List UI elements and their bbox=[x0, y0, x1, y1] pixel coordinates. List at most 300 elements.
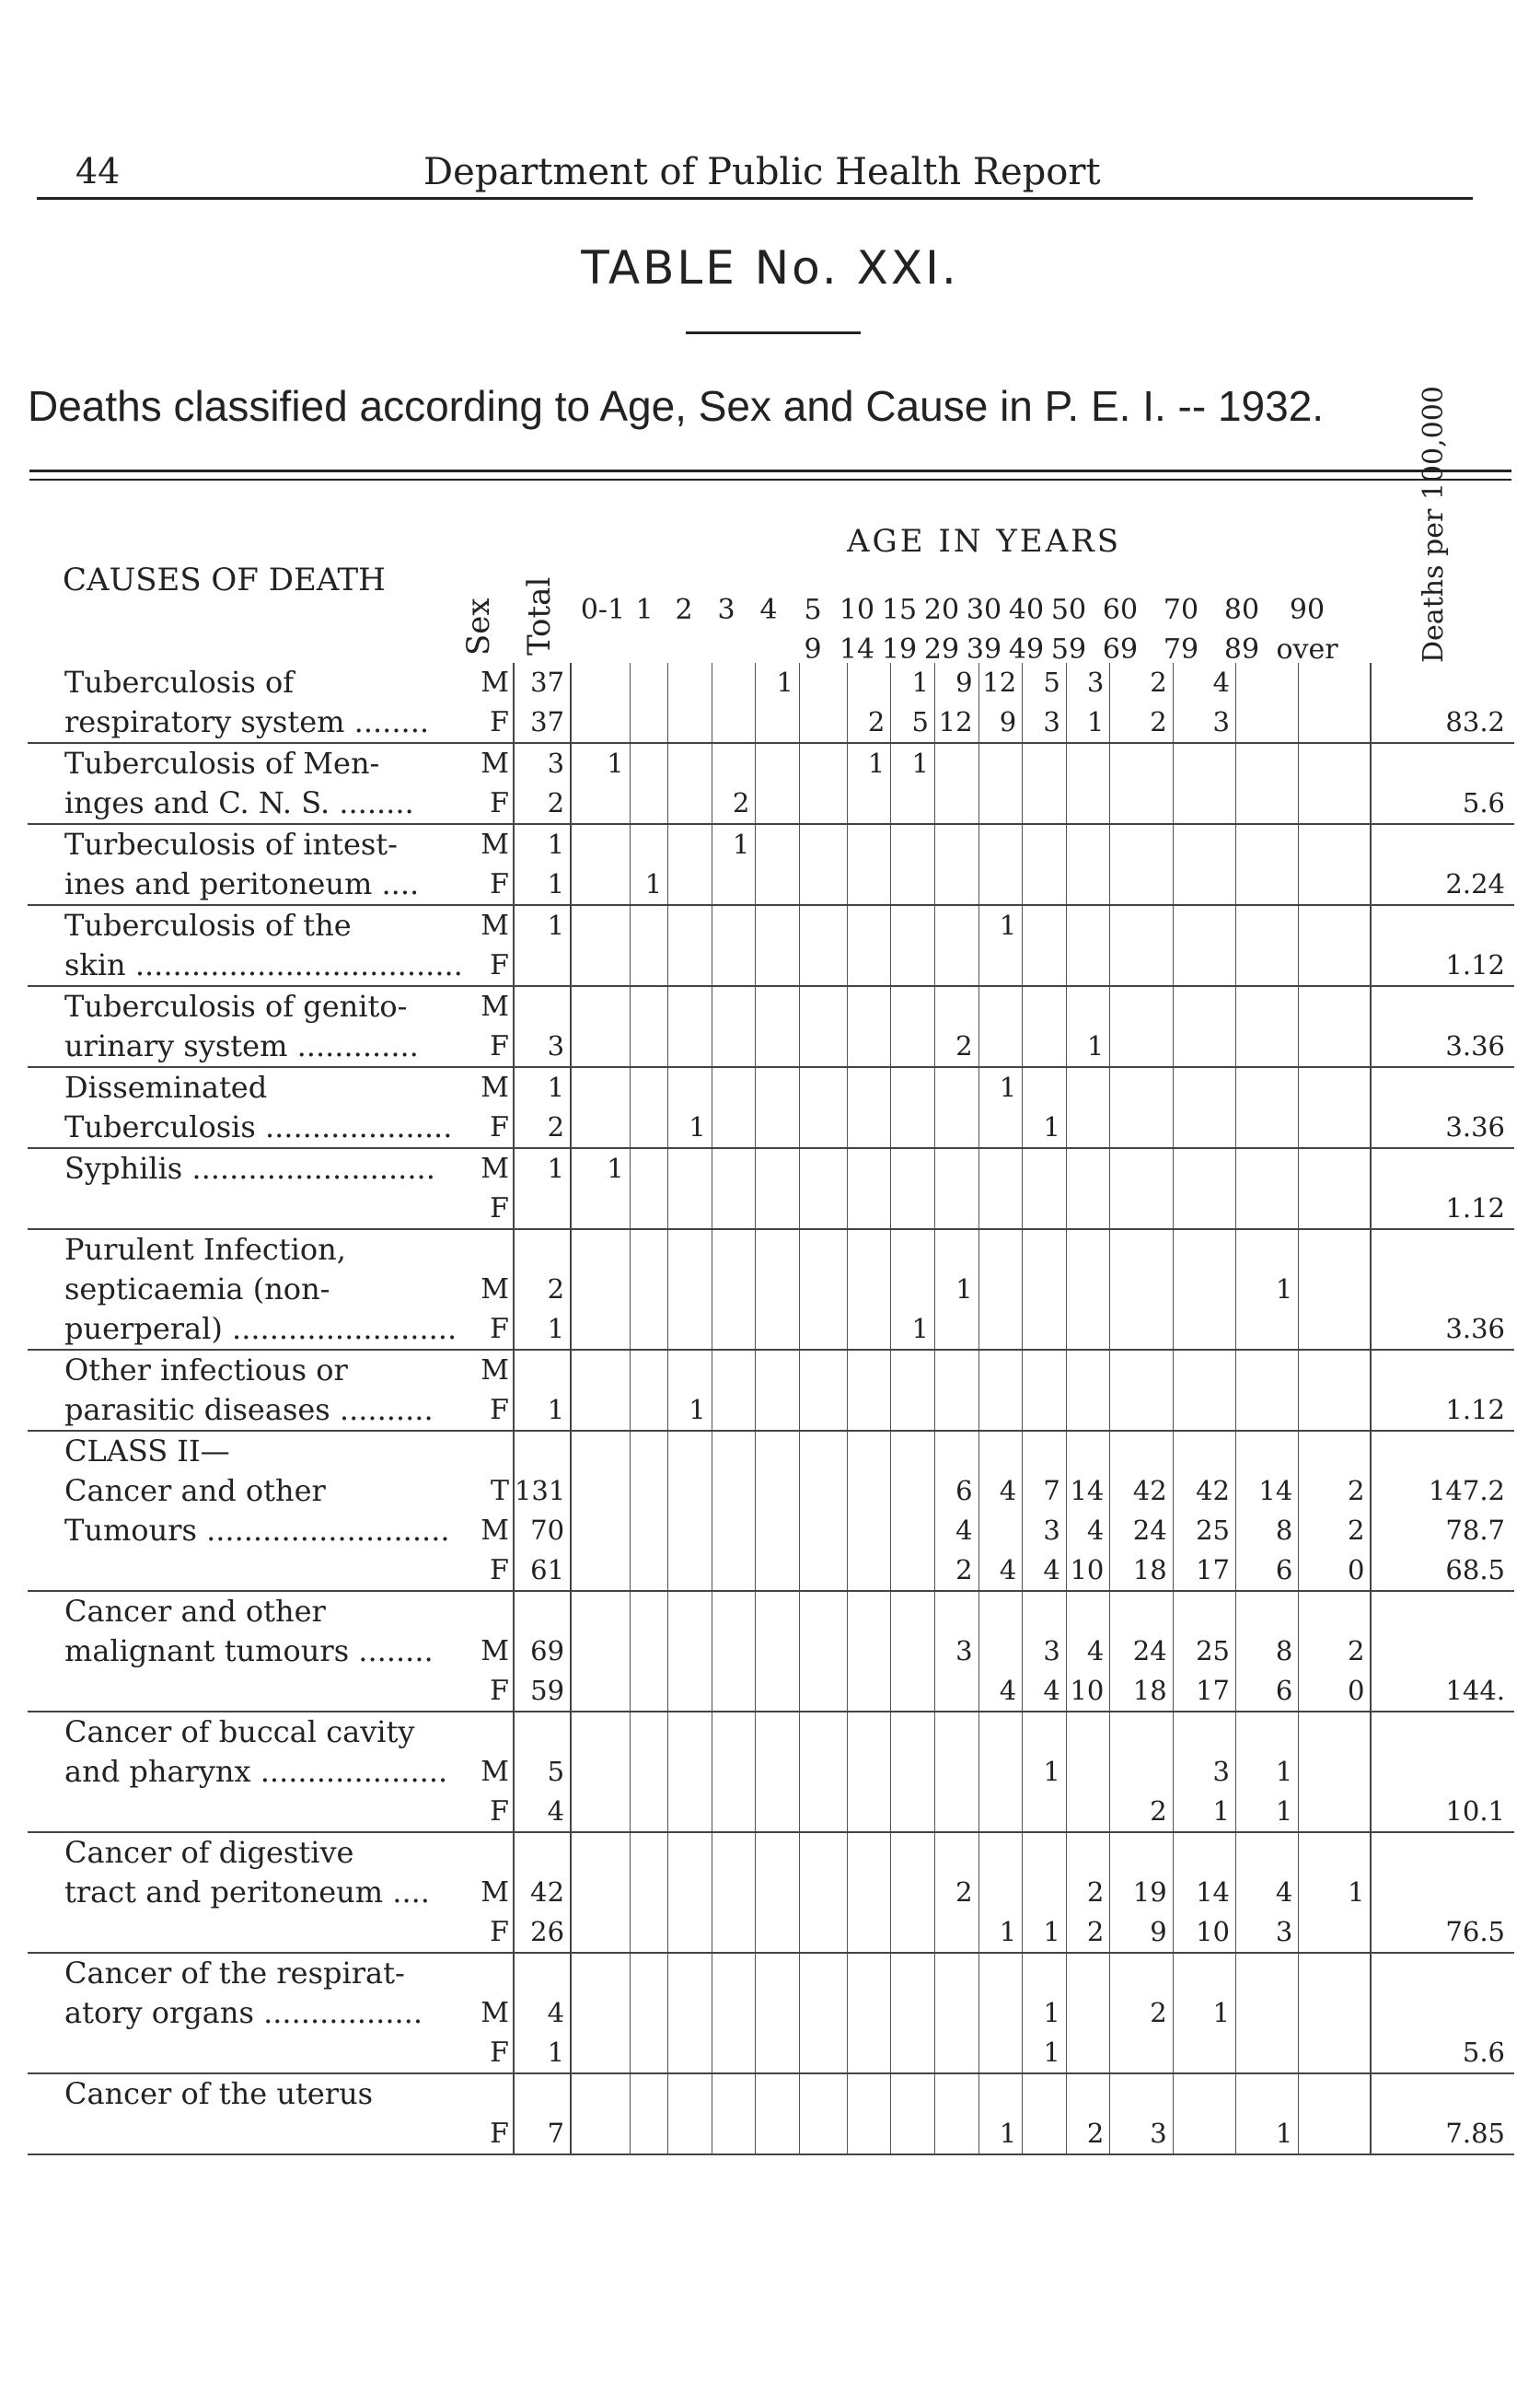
rate-cell: 5.6 bbox=[1371, 784, 1514, 824]
age-cell bbox=[847, 1511, 891, 1550]
cause-label: Tuberculosis of the bbox=[64, 908, 352, 943]
age-cell bbox=[1236, 2033, 1299, 2073]
age-cell bbox=[978, 1832, 1023, 1873]
age-cell bbox=[891, 865, 935, 905]
age-cell bbox=[847, 1390, 891, 1431]
age-cell: 3 bbox=[934, 1631, 978, 1671]
table-row bbox=[28, 1953, 1514, 1993]
cause-label bbox=[28, 2033, 466, 2073]
age-cell bbox=[756, 1067, 800, 1108]
cause-label: Tumours .......................... bbox=[64, 1513, 450, 1548]
spacer bbox=[571, 1431, 582, 1471]
cause-label: urinary system ............. bbox=[64, 1028, 419, 1063]
age-cell bbox=[1023, 986, 1067, 1027]
table-row bbox=[28, 1550, 1514, 1591]
total-cell bbox=[514, 1189, 571, 1229]
sex-cell: M bbox=[466, 1993, 514, 2033]
age-cell bbox=[1110, 1752, 1173, 1792]
age-cell bbox=[630, 1953, 667, 1993]
spacer bbox=[571, 1792, 582, 1832]
age-cell bbox=[891, 1712, 935, 1752]
rate-cell bbox=[1371, 1229, 1514, 1270]
total-cell: 70 bbox=[514, 1511, 571, 1550]
sex-cell: M bbox=[466, 905, 514, 946]
age-cell bbox=[712, 946, 756, 986]
rate-cell bbox=[1371, 1148, 1514, 1189]
age-cell bbox=[712, 1631, 756, 1671]
age-cell: 1 bbox=[1299, 1873, 1372, 1912]
age-cell bbox=[1236, 1229, 1299, 1270]
table-row bbox=[28, 1471, 1514, 1511]
cause-label bbox=[28, 1912, 466, 1953]
age-cell bbox=[1299, 905, 1372, 946]
age-cell bbox=[1173, 2114, 1235, 2154]
age-cell bbox=[668, 1471, 712, 1511]
table-row bbox=[28, 1189, 1514, 1229]
age-cell bbox=[1066, 1431, 1110, 1471]
age-header: AGE IN YEARS bbox=[847, 523, 1122, 560]
sex-cell: F bbox=[466, 1912, 514, 1953]
age-cell bbox=[891, 1792, 935, 1832]
age-cell: 9 bbox=[1110, 1912, 1173, 1953]
rate-cell bbox=[1371, 824, 1514, 865]
age-cell bbox=[668, 1511, 712, 1550]
sex-cell bbox=[466, 1832, 514, 1873]
age-cell bbox=[799, 946, 847, 986]
cause-label: tract and peritoneum .... bbox=[64, 1875, 430, 1910]
table-row bbox=[28, 1631, 1514, 1671]
age-cell bbox=[1299, 1027, 1372, 1067]
age-cell bbox=[630, 1832, 667, 1873]
spacer bbox=[571, 1712, 582, 1752]
age-cell: 24 bbox=[1110, 1631, 1173, 1671]
age-cell bbox=[668, 946, 712, 986]
age-cell bbox=[847, 865, 891, 905]
age-cell bbox=[582, 2033, 630, 2073]
age-cell bbox=[582, 1309, 630, 1350]
age-cell bbox=[1023, 2073, 1067, 2114]
table-row bbox=[28, 905, 1514, 946]
age-cell bbox=[1236, 1350, 1299, 1390]
age-cell bbox=[1023, 1591, 1067, 1631]
age-cell bbox=[1299, 865, 1372, 905]
age-cell bbox=[582, 702, 630, 743]
age-cell bbox=[1173, 743, 1235, 784]
age-cell: 0 bbox=[1299, 1671, 1372, 1712]
age-cell bbox=[1236, 2073, 1299, 2114]
age-cell bbox=[630, 905, 667, 946]
age-cell: 4 bbox=[1066, 1511, 1110, 1550]
age-cell bbox=[1023, 905, 1067, 946]
age-cell bbox=[799, 702, 847, 743]
spacer bbox=[571, 2033, 582, 2073]
age-cell bbox=[799, 1912, 847, 1953]
age-cell bbox=[1066, 1067, 1110, 1108]
age-cell bbox=[847, 1712, 891, 1752]
age-cell bbox=[799, 1189, 847, 1229]
age-cell bbox=[978, 1350, 1023, 1390]
spacer bbox=[571, 784, 582, 824]
age-band-upper-7: 19 bbox=[881, 633, 918, 666]
age-cell bbox=[847, 1752, 891, 1792]
rate-cell bbox=[1371, 986, 1514, 1027]
age-cell bbox=[1023, 1309, 1067, 1350]
age-cell bbox=[668, 1752, 712, 1792]
age-band-2: 2 bbox=[675, 594, 693, 626]
age-cell bbox=[934, 1993, 978, 2033]
spacer bbox=[571, 663, 582, 702]
age-cell: 1 bbox=[712, 824, 756, 865]
rate-cell bbox=[1371, 663, 1514, 702]
total-cell bbox=[514, 1229, 571, 1270]
age-cell bbox=[934, 1431, 978, 1471]
age-cell bbox=[1299, 1148, 1372, 1189]
age-cell bbox=[712, 2114, 756, 2154]
age-cell bbox=[1236, 663, 1299, 702]
cause-label: ines and peritoneum .... bbox=[64, 866, 420, 901]
age-cell bbox=[891, 1067, 935, 1108]
age-cell bbox=[847, 1309, 891, 1350]
age-band-upper-13: 79 bbox=[1163, 633, 1199, 666]
age-cell bbox=[1023, 1390, 1067, 1431]
sex-header: Sex bbox=[460, 598, 497, 656]
sex-cell: F bbox=[466, 2114, 514, 2154]
rate-cell: 5.6 bbox=[1371, 2033, 1514, 2073]
total-cell: 61 bbox=[514, 1550, 571, 1591]
age-cell: 2 bbox=[1299, 1631, 1372, 1671]
age-cell: 4 bbox=[934, 1511, 978, 1550]
sex-cell: F bbox=[466, 1309, 514, 1350]
age-cell: 2 bbox=[712, 784, 756, 824]
age-cell bbox=[630, 1511, 667, 1550]
age-cell: 1 bbox=[1236, 1752, 1299, 1792]
age-cell: 3 bbox=[1110, 2114, 1173, 2154]
age-cell bbox=[1023, 1953, 1067, 1993]
age-cell bbox=[1066, 1229, 1110, 1270]
age-cell bbox=[668, 986, 712, 1027]
spacer bbox=[571, 1591, 582, 1631]
sex-cell bbox=[466, 1953, 514, 1993]
total-cell bbox=[514, 946, 571, 986]
age-cell: 2 bbox=[1066, 1912, 1110, 1953]
age-cell bbox=[934, 1309, 978, 1350]
age-cell: 1 bbox=[978, 905, 1023, 946]
age-cell bbox=[1173, 1712, 1235, 1752]
age-cell bbox=[1236, 824, 1299, 865]
age-cell bbox=[847, 1471, 891, 1511]
age-cell bbox=[756, 1309, 800, 1350]
age-cell: 3 bbox=[1173, 702, 1235, 743]
sex-cell bbox=[466, 1229, 514, 1270]
age-cell: 1 bbox=[978, 1912, 1023, 1953]
age-cell bbox=[978, 1712, 1023, 1752]
age-cell bbox=[1236, 1591, 1299, 1631]
age-cell bbox=[978, 784, 1023, 824]
age-cell bbox=[799, 865, 847, 905]
age-cell: 1 bbox=[891, 663, 935, 702]
age-cell bbox=[756, 1792, 800, 1832]
age-cell bbox=[847, 1229, 891, 1270]
age-cell bbox=[582, 1631, 630, 1671]
age-cell bbox=[891, 1390, 935, 1431]
age-cell: 1 bbox=[582, 1148, 630, 1189]
age-cell bbox=[934, 986, 978, 1027]
age-cell: 1 bbox=[1023, 1752, 1067, 1792]
age-cell bbox=[630, 1027, 667, 1067]
age-cell bbox=[978, 743, 1023, 784]
spacer bbox=[571, 1189, 582, 1229]
age-cell bbox=[1110, 824, 1173, 865]
age-cell: 1 bbox=[1023, 2033, 1067, 2073]
age-cell bbox=[1299, 1350, 1372, 1390]
age-cell bbox=[668, 702, 712, 743]
rate-cell: 2.24 bbox=[1371, 865, 1514, 905]
age-cell: 1 bbox=[934, 1270, 978, 1309]
age-cell bbox=[712, 865, 756, 905]
age-cell bbox=[1066, 2073, 1110, 2114]
total-cell bbox=[514, 2073, 571, 2114]
cause-label: Tuberculosis .................... bbox=[64, 1109, 453, 1144]
spacer bbox=[571, 1752, 582, 1792]
age-cell bbox=[630, 1390, 667, 1431]
age-cell bbox=[582, 946, 630, 986]
age-cell: 10 bbox=[1066, 1671, 1110, 1712]
age-cell bbox=[799, 1471, 847, 1511]
age-cell bbox=[582, 2073, 630, 2114]
table-row bbox=[28, 1993, 1514, 2033]
age-cell bbox=[978, 1873, 1023, 1912]
table-row bbox=[28, 986, 1514, 1027]
age-cell bbox=[756, 1108, 800, 1148]
age-cell bbox=[712, 2033, 756, 2073]
age-band-upper-5: 9 bbox=[804, 633, 822, 666]
spacer bbox=[571, 824, 582, 865]
table-row bbox=[28, 702, 1514, 743]
total-cell: 37 bbox=[514, 663, 571, 702]
age-cell: 1 bbox=[891, 743, 935, 784]
spacer bbox=[571, 1471, 582, 1511]
age-cell bbox=[712, 1671, 756, 1712]
age-cell bbox=[1299, 1229, 1372, 1270]
age-cell bbox=[668, 1148, 712, 1189]
age-cell bbox=[934, 1148, 978, 1189]
age-cell bbox=[799, 1832, 847, 1873]
age-cell bbox=[630, 784, 667, 824]
age-cell bbox=[1173, 1390, 1235, 1431]
table-row bbox=[28, 1027, 1514, 1067]
age-cell bbox=[668, 1832, 712, 1873]
rate-cell: 3.36 bbox=[1371, 1108, 1514, 1148]
age-cell: 42 bbox=[1173, 1471, 1235, 1511]
age-cell bbox=[891, 986, 935, 1027]
age-cell: 18 bbox=[1110, 1671, 1173, 1712]
age-cell bbox=[978, 986, 1023, 1027]
cause-label: Purulent Infection, bbox=[64, 1232, 346, 1267]
age-cell: 24 bbox=[1110, 1511, 1173, 1550]
age-cell bbox=[891, 1953, 935, 1993]
age-cell bbox=[799, 986, 847, 1027]
age-cell bbox=[847, 1591, 891, 1631]
total-cell: 26 bbox=[514, 1912, 571, 1953]
sex-cell: M bbox=[466, 1873, 514, 1912]
age-cell bbox=[582, 1431, 630, 1471]
age-cell bbox=[1110, 784, 1173, 824]
rate-cell bbox=[1371, 1631, 1514, 1671]
age-cell bbox=[756, 824, 800, 865]
age-cell bbox=[1023, 824, 1067, 865]
age-cell bbox=[668, 1550, 712, 1591]
age-cell: 5 bbox=[891, 702, 935, 743]
age-cell bbox=[1110, 1390, 1173, 1431]
age-cell: 9 bbox=[978, 702, 1023, 743]
age-cell bbox=[712, 1309, 756, 1350]
age-cell bbox=[1066, 1148, 1110, 1189]
age-cell bbox=[799, 1511, 847, 1550]
age-cell: 4 bbox=[978, 1471, 1023, 1511]
age-cell: 10 bbox=[1173, 1912, 1235, 1953]
age-cell bbox=[630, 1270, 667, 1309]
age-cell bbox=[582, 1832, 630, 1873]
age-cell bbox=[799, 743, 847, 784]
age-cell bbox=[1173, 905, 1235, 946]
age-cell: 1 bbox=[1173, 1993, 1235, 2033]
age-cell bbox=[1236, 986, 1299, 1027]
age-cell bbox=[1110, 2073, 1173, 2114]
age-cell bbox=[630, 2073, 667, 2114]
age-cell bbox=[978, 1027, 1023, 1067]
age-cell bbox=[1066, 784, 1110, 824]
cause-label: Cancer of buccal cavity bbox=[64, 1714, 415, 1749]
sex-cell: F bbox=[466, 865, 514, 905]
age-cell: 1 bbox=[1236, 2114, 1299, 2154]
cause-label: inges and C. N. S. ........ bbox=[64, 785, 414, 820]
age-cell bbox=[756, 2033, 800, 2073]
age-cell bbox=[630, 1350, 667, 1390]
age-cell bbox=[1066, 986, 1110, 1027]
age-cell bbox=[1173, 1229, 1235, 1270]
age-cell bbox=[756, 1550, 800, 1591]
age-cell bbox=[934, 1671, 978, 1712]
table-row bbox=[28, 1873, 1514, 1912]
age-cell bbox=[668, 1350, 712, 1390]
age-cell bbox=[668, 1631, 712, 1671]
age-cell bbox=[630, 1471, 667, 1511]
age-cell bbox=[712, 1350, 756, 1390]
age-cell bbox=[1173, 1067, 1235, 1108]
age-band-15: 90 bbox=[1289, 594, 1326, 626]
age-cell bbox=[1236, 1993, 1299, 2033]
age-cell bbox=[891, 1631, 935, 1671]
age-cell bbox=[756, 1873, 800, 1912]
total-cell: 3 bbox=[514, 743, 571, 784]
age-cell bbox=[891, 1591, 935, 1631]
rate-cell bbox=[1371, 1953, 1514, 1993]
age-cell bbox=[934, 1067, 978, 1108]
age-cell bbox=[668, 1309, 712, 1350]
age-cell bbox=[934, 784, 978, 824]
age-band-10: 40 bbox=[1008, 594, 1045, 626]
age-cell bbox=[1236, 1309, 1299, 1350]
age-cell bbox=[712, 1067, 756, 1108]
age-cell bbox=[1299, 824, 1372, 865]
age-cell bbox=[712, 1108, 756, 1148]
table-row bbox=[28, 1431, 1514, 1471]
rate-cell bbox=[1371, 1993, 1514, 2033]
age-cell: 8 bbox=[1236, 1631, 1299, 1671]
age-cell bbox=[756, 1027, 800, 1067]
age-cell bbox=[630, 1591, 667, 1631]
age-cell: 6 bbox=[1236, 1550, 1299, 1591]
sex-cell: F bbox=[466, 1792, 514, 1832]
age-cell bbox=[1236, 1953, 1299, 1993]
age-cell bbox=[668, 784, 712, 824]
age-cell: 14 bbox=[1173, 1873, 1235, 1912]
age-cell bbox=[1023, 865, 1067, 905]
age-cell bbox=[978, 865, 1023, 905]
age-cell bbox=[1173, 1953, 1235, 1993]
cause-label: skin ................................... bbox=[64, 947, 463, 982]
age-cell bbox=[847, 946, 891, 986]
age-cell bbox=[978, 1752, 1023, 1792]
age-cell bbox=[1236, 743, 1299, 784]
age-band-upper-6: 14 bbox=[839, 633, 875, 666]
sex-cell: M bbox=[466, 1067, 514, 1108]
age-cell bbox=[891, 1189, 935, 1229]
age-cell bbox=[630, 1752, 667, 1792]
age-cell bbox=[712, 743, 756, 784]
spacer bbox=[571, 702, 582, 743]
age-cell bbox=[712, 905, 756, 946]
age-cell bbox=[978, 946, 1023, 986]
age-cell bbox=[712, 1792, 756, 1832]
age-cell: 1 bbox=[756, 663, 800, 702]
age-cell bbox=[799, 1671, 847, 1712]
age-cell: 1 bbox=[978, 1067, 1023, 1108]
sex-cell: M bbox=[466, 663, 514, 702]
age-cell bbox=[799, 663, 847, 702]
age-cell bbox=[630, 1912, 667, 1953]
age-cell bbox=[1023, 784, 1067, 824]
cause-label: respiratory system ........ bbox=[64, 704, 430, 739]
age-cell bbox=[1173, 1270, 1235, 1309]
spacer bbox=[571, 1873, 582, 1912]
cause-label: Cancer of the uterus bbox=[64, 2076, 374, 2111]
age-cell bbox=[1066, 946, 1110, 986]
age-band-7: 15 bbox=[881, 594, 918, 626]
age-cell: 3 bbox=[1236, 1912, 1299, 1953]
age-cell bbox=[712, 1229, 756, 1270]
age-cell bbox=[799, 1631, 847, 1671]
age-cell bbox=[891, 1873, 935, 1912]
age-cell: 4 bbox=[1023, 1671, 1067, 1712]
age-cell bbox=[891, 1912, 935, 1953]
age-cell bbox=[1236, 865, 1299, 905]
rate-cell bbox=[1371, 1873, 1514, 1912]
age-cell bbox=[1066, 1993, 1110, 2033]
age-cell: 2 bbox=[847, 702, 891, 743]
age-cell: 4 bbox=[1066, 1631, 1110, 1671]
age-cell bbox=[582, 663, 630, 702]
deaths-table bbox=[28, 663, 1514, 2155]
sex-cell: F bbox=[466, 2033, 514, 2073]
age-cell bbox=[847, 1631, 891, 1671]
age-cell bbox=[1066, 1350, 1110, 1390]
total-cell: 4 bbox=[514, 1993, 571, 2033]
age-cell bbox=[1173, 1591, 1235, 1631]
age-cell bbox=[934, 1108, 978, 1148]
age-band-5: 5 bbox=[804, 594, 822, 626]
age-cell bbox=[891, 1511, 935, 1550]
